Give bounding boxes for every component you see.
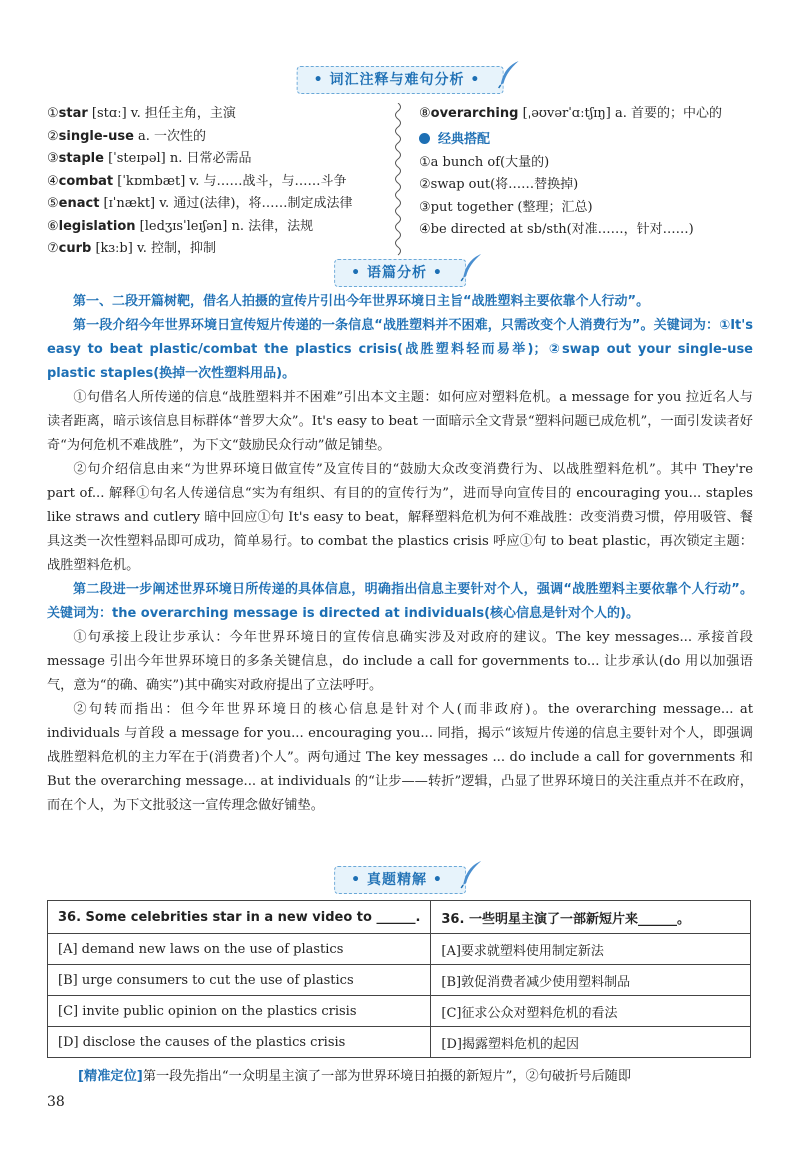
vocab-item: ⑤enact [ɪˈnækt] v. 通过(法律)，将……制定成法律 xyxy=(47,196,353,211)
table-row xyxy=(48,934,751,965)
page-number: 38 xyxy=(47,1094,65,1110)
question-stem-en: 36. Some celebrities star in a new video to ______. xyxy=(48,901,431,934)
analysis-summary: 第一、二段开篇树靶，借名人拍摄的宣传片引出今年世界环境日主旨“战胜塑料主要依靠个人行动”。 xyxy=(73,294,650,309)
paragraph-one-summary: 第一段介绍今年世界环境日宣传短片传递的一条信息“战胜塑料并不困难，只需改变个人消费行为”。关键词为：①It's easy to beat plastic/combat the plastics crisis(战胜塑料轻而易举)；②swap out your single-use plastic staples(换掉一次性塑料用品)。 xyxy=(47,318,753,381)
vocab-item: ①star [stɑː] v. 担任主角，主演 xyxy=(47,106,236,121)
vocab-item: ⑦curb [kɜːb] v. 控制，抑制 xyxy=(47,241,217,256)
collocation-item: ④be directed at sb/sth(对准……，针对……) xyxy=(419,222,694,237)
bullet-icon xyxy=(419,133,430,144)
analysis-paragraph: ①句借名人所传递的信息“战胜塑料并不困难”引出本文主题：如何应对塑料危机。a message for you 拉近名人与读者距离，暗示该信息目标群体“普罗大众”。It's easy to beat 一面暗示全文背景“塑料问题已成危机”，一面引发读者好奇“为何危机不难战胜”，为下文“鼓励民众行动”做足铺垫。 xyxy=(47,390,753,453)
table-row xyxy=(48,965,751,996)
analysis-banner-title: 语篇分析 xyxy=(367,265,427,281)
vocab-section-banner: • 词汇注释与难句分析 • xyxy=(297,66,504,94)
question-table xyxy=(47,900,751,1058)
vocab-banner-title: 词汇注释与难句分析 xyxy=(329,72,465,88)
question-stem-zh: 36. 一些明星主演了一部新短片来______。 xyxy=(431,901,751,934)
table-row xyxy=(48,901,751,934)
vocab-right-column xyxy=(419,103,769,242)
questions-section-banner: • 真题精解 • xyxy=(334,866,466,894)
quill-icon xyxy=(459,859,485,889)
quill-icon xyxy=(459,252,485,282)
column-divider xyxy=(392,103,404,261)
option-en: [A] demand new laws on the use of plastics xyxy=(48,934,431,965)
vocab-item: ④combat [ˈkɒmbæt] v. 与……战斗，与……斗争 xyxy=(47,173,347,189)
vocab-left-column xyxy=(47,103,377,261)
vocab-item: ⑧overarching [ˌəʊvərˈɑːtʃɪŋ] a. 首要的；中心的 xyxy=(419,106,723,121)
analysis-paragraph: ①句承接上段让步承认：今年世界环境日的宣传信息确实涉及对政府的建议。The key messages... 承接首段 message 引出今年世界环境日的多条关键信息，do include a call for governments to... 让步承认(do 用以加强语气，意为“的确、确实”)其中确实对政府提出了立法呼吁。 xyxy=(47,630,753,693)
location-tag: [精准定位] xyxy=(78,1069,143,1084)
article-analysis xyxy=(47,290,753,818)
table-row xyxy=(48,1027,751,1058)
analysis-paragraph: ②句介绍信息由来“为世界环境日做宣传”及宣传目的“鼓励大众改变消费行为、以战胜塑料危机”。其中 They're part of... 解释①句名人传递信息“实为有组织、有目的的宣传行为”，进而导向宣传目的 encouraging you... staples like straws and cutlery 暗中回应①句 It's easy to beat，解释塑料危机为何不难战胜：改变消费习惯，停用吸管、餐具这类一次性塑料品即可成功，简单易行。to combat the plastics crisis 呼应①句 to beat plastic，再次锁定主题：战胜塑料危机。 xyxy=(47,462,753,573)
option-en: [B] urge consumers to cut the use of plastics xyxy=(48,965,431,996)
collocation-item: ②swap out(将……替换掉) xyxy=(419,177,579,192)
table-row xyxy=(48,996,751,1027)
option-zh: [C]征求公众对塑料危机的看法 xyxy=(431,996,751,1027)
option-zh: [A]要求就塑料使用制定新法 xyxy=(431,934,751,965)
paragraph-two-summary: 第二段进一步阐述世界环境日所传递的具体信息，明确指出信息主要针对个人，强调“战胜塑料主要依靠个人行动”。关键词为：the overarching message is directed at individuals(核心信息是针对个人的)。 xyxy=(47,582,753,621)
option-zh: [D]揭露塑料危机的起因 xyxy=(431,1027,751,1058)
option-zh: [B]敦促消费者减少使用塑料制品 xyxy=(431,965,751,996)
vocab-item: ②single-use a. 一次性的 xyxy=(47,128,207,144)
analysis-section-banner: • 语篇分析 • xyxy=(334,259,466,287)
option-en: [C] invite public opinion on the plastics crisis xyxy=(48,996,431,1027)
collocations-heading: 经典搭配 xyxy=(419,130,769,150)
option-en: [D] disclose the causes of the plastics crisis xyxy=(48,1027,431,1058)
location-text: 第一段先指出“一众明星主演了一部为世界环境日拍摄的新短片”，②句破折号后随即 xyxy=(142,1069,632,1084)
quill-icon xyxy=(496,59,522,89)
collocation-item: ③put together (整理；汇总) xyxy=(419,199,593,215)
vocab-item: ⑥legislation [ledʒɪsˈleɪʃən] n. 法律，法规 xyxy=(47,218,314,234)
collocation-item: ①a bunch of(大量的) xyxy=(419,154,550,170)
questions-banner-title: 真题精解 xyxy=(367,872,427,888)
analysis-paragraph: ②句转而指出：但今年世界环境日的核心信息是针对个人(而非政府)。the overarching message... at individuals 与首段 a message for you... encouraging you... 同指，揭示“该短片传递的信息主要针对个人，即强调战胜塑料危机的主力军在于(消费者)个人”。两句通过 The key messages ... do include a call for governments 和 But the overarching message... at individuals 的“让步——转折”逻辑，凸显了世界环境日的关注重点并不在政府，而在个人，为下文批驳这一宣传理念做好铺垫。 xyxy=(47,702,753,813)
precise-location-note xyxy=(78,1066,754,1088)
vocab-item: ③staple [ˈsteɪpəl] n. 日常必需品 xyxy=(47,151,252,166)
